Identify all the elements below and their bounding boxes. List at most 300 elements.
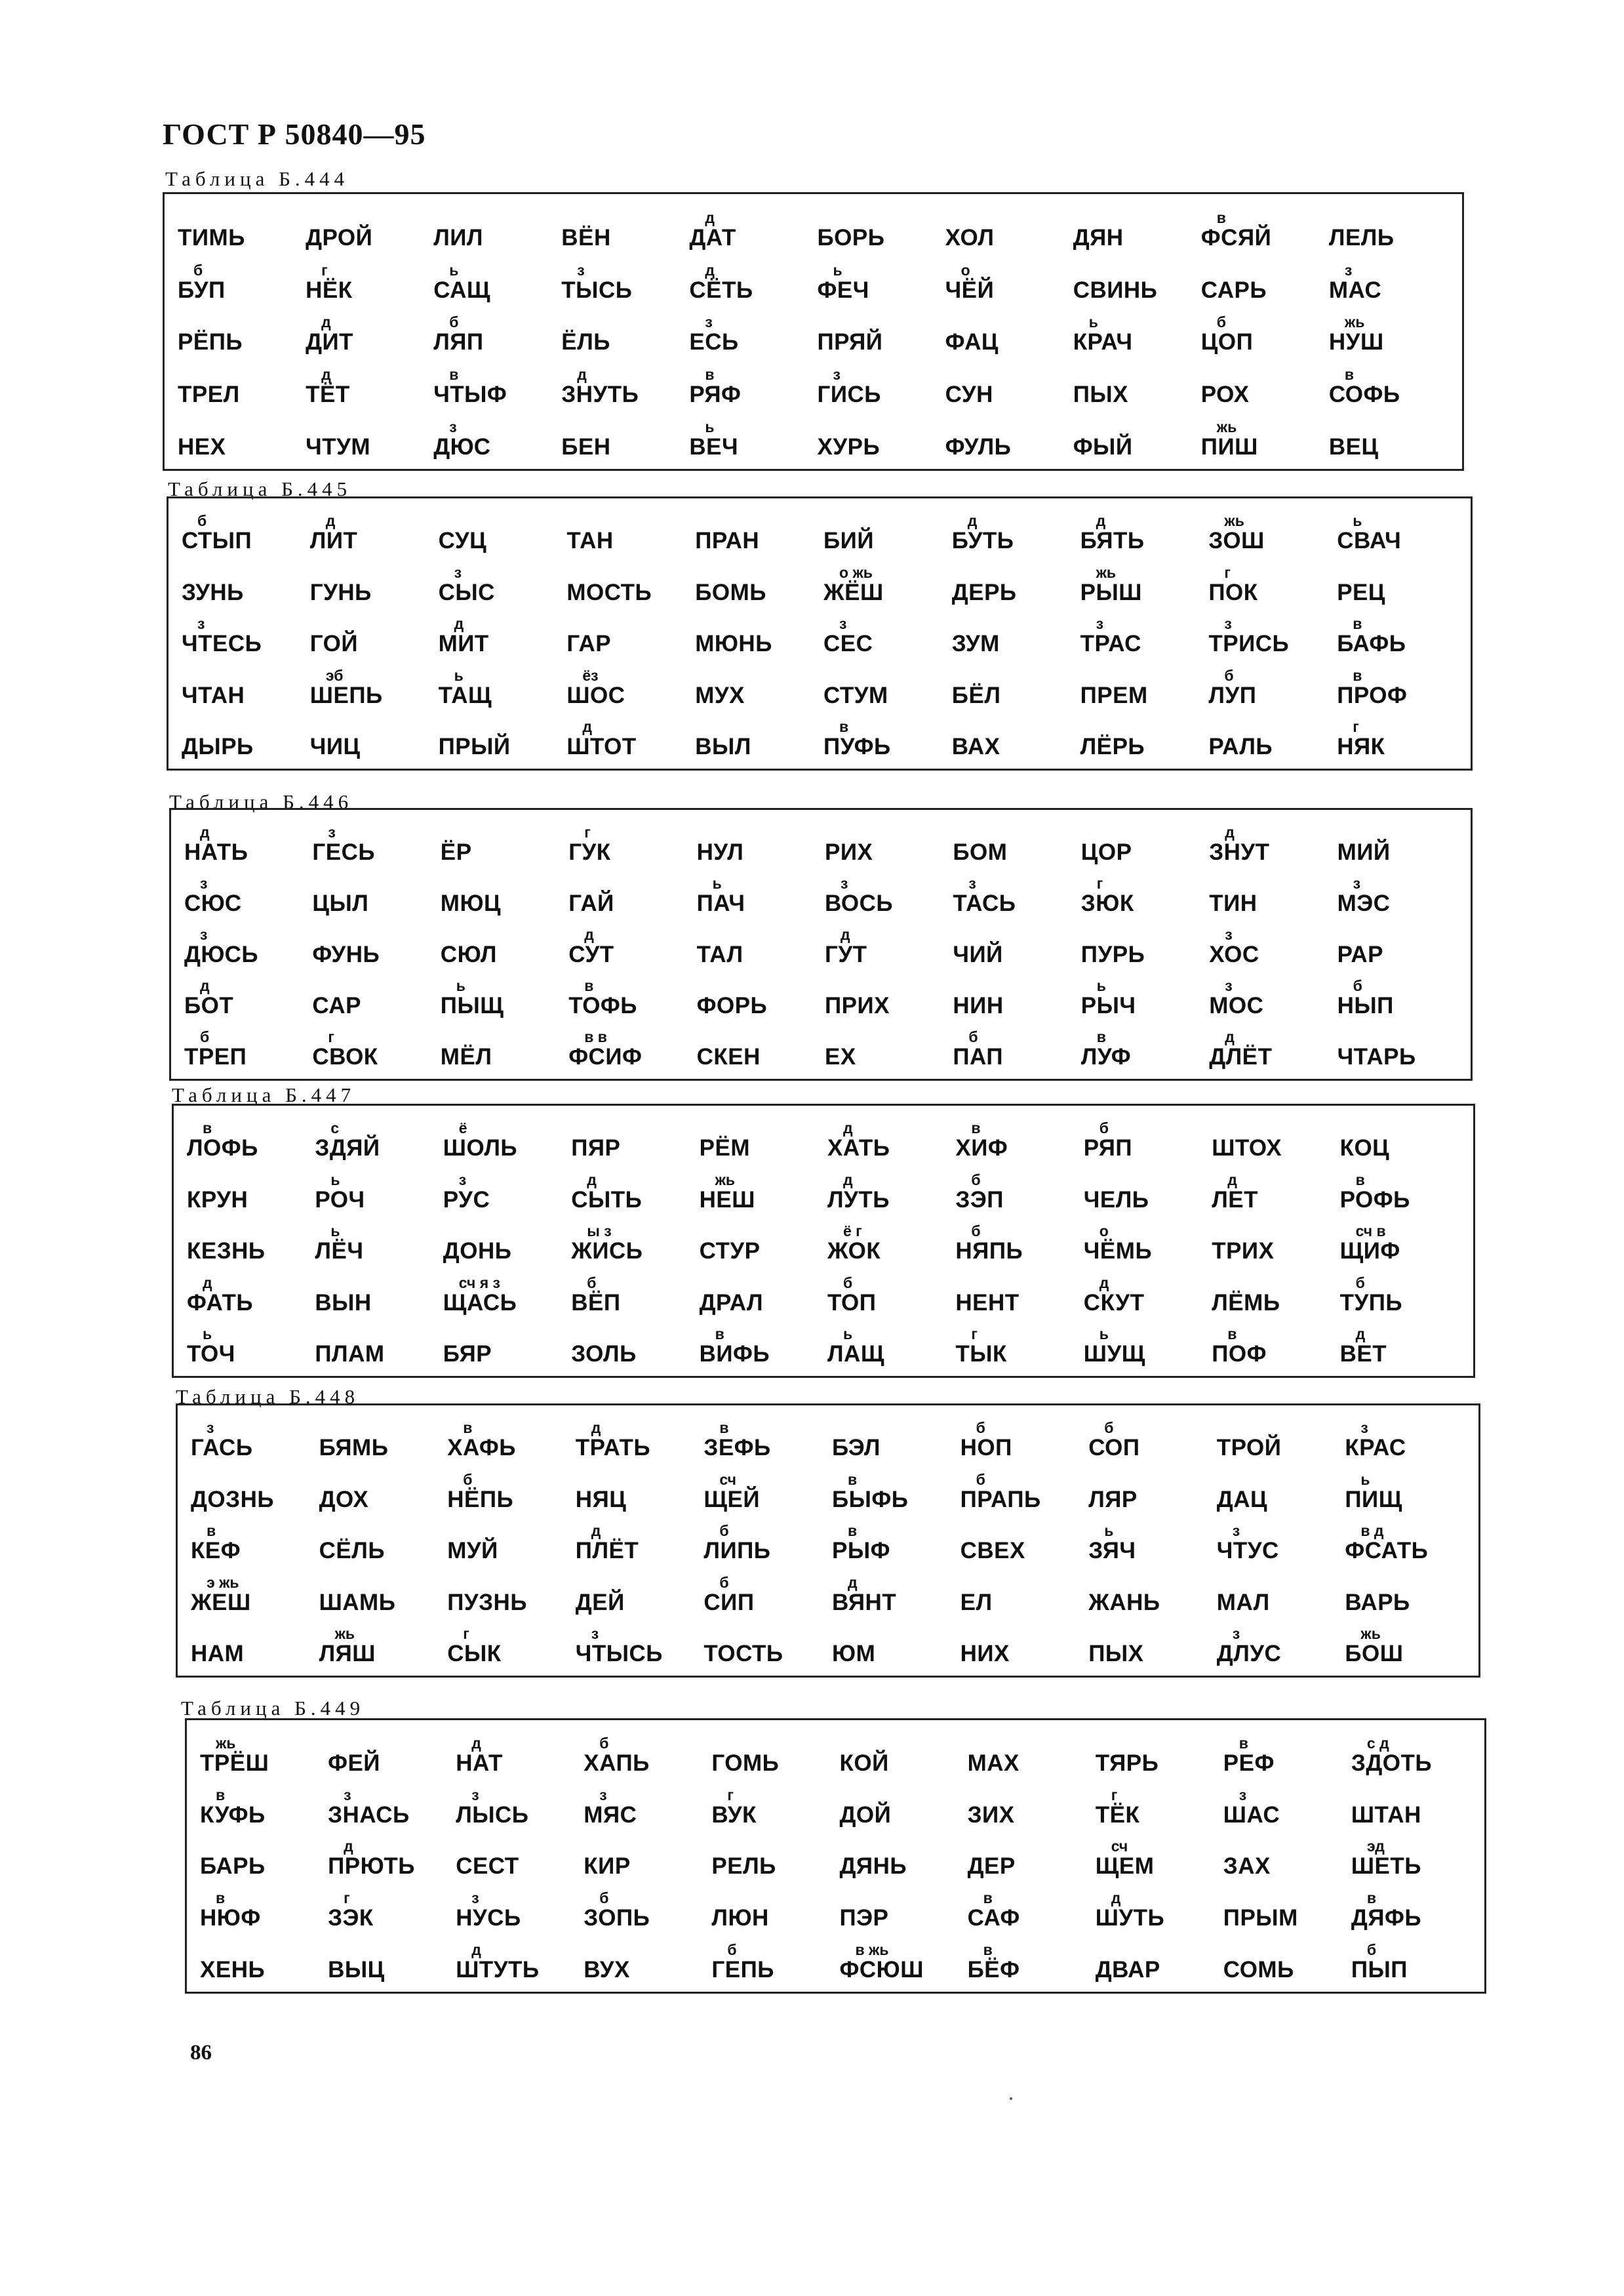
cell-mark <box>823 513 839 529</box>
table-cell <box>964 1829 1092 1881</box>
table-cell <box>557 356 685 409</box>
cell-mark: д <box>1227 1171 1237 1188</box>
cell-mark: в <box>207 1522 216 1540</box>
cell-word: ТЁТ <box>306 382 350 408</box>
table-cell <box>823 1214 951 1265</box>
cell-mark: б <box>842 1274 853 1291</box>
cell-mark: б <box>449 313 459 331</box>
cell-word: НУСЬ <box>456 1905 521 1931</box>
cell-mark: д <box>587 1171 597 1188</box>
table-cell <box>691 710 820 761</box>
cell-word: ФСАТЬ <box>1345 1538 1429 1564</box>
cell-mark: ь <box>1360 1470 1370 1488</box>
cell-mark <box>584 1942 599 1958</box>
cell-mark: жь <box>1344 313 1365 331</box>
cell-mark: ь <box>330 1222 340 1240</box>
cell-word: ТАСЬ <box>953 891 1016 916</box>
table-cell <box>572 1462 700 1513</box>
cell-word: ТРИХ <box>1212 1238 1275 1264</box>
table-cell <box>696 1265 823 1316</box>
cell-mark: в <box>584 977 594 994</box>
cell-mark: з <box>1225 926 1233 943</box>
table-cell <box>836 1829 964 1881</box>
table-cell <box>964 1932 1092 1984</box>
cell-word: ДОЙ <box>839 1802 892 1828</box>
table-cell <box>821 866 949 917</box>
table-cell <box>178 504 306 555</box>
table-cell <box>196 1725 324 1777</box>
cell-word: НУЛ <box>696 839 744 865</box>
cell-word: ФСЮШ <box>839 1957 924 1983</box>
cell-mark: з <box>328 824 336 841</box>
cell-word: ЛУП <box>1208 682 1257 708</box>
table-cell <box>1092 1932 1219 1984</box>
cell-mark <box>952 668 968 683</box>
table-cell <box>174 199 302 252</box>
cell-mark <box>1217 1575 1233 1590</box>
table-caption: Таблица Б.445 <box>168 477 352 500</box>
cell-mark <box>310 565 326 580</box>
cell-word: ЩИФ <box>1339 1238 1400 1264</box>
table-grid <box>178 504 1461 761</box>
cell-mark: жь <box>1096 563 1117 581</box>
cell-word: БАРЬ <box>200 1853 266 1880</box>
cell-word: САРЬ <box>1200 277 1267 303</box>
table-cell <box>957 1617 1085 1668</box>
table-cell <box>308 866 436 917</box>
cell-mark: д <box>582 718 592 735</box>
table-cell <box>685 304 813 357</box>
table-cell <box>324 1932 452 1984</box>
cell-word: ДЯНЬ <box>839 1853 907 1880</box>
cell-mark <box>191 1472 207 1487</box>
cell-word: РЕЛЬ <box>711 1853 776 1880</box>
cell-mark <box>1073 419 1089 435</box>
cell-mark <box>1351 1787 1367 1803</box>
cell-mark: эд <box>1366 1838 1385 1855</box>
cell-mark: б <box>1366 1941 1377 1958</box>
table-cell <box>1341 1462 1469 1513</box>
cell-word: ПЯР <box>571 1135 621 1161</box>
table-cell <box>696 1214 823 1265</box>
cell-mark <box>312 876 328 891</box>
cell-word: ШТАН <box>1351 1802 1421 1828</box>
table-cell <box>435 607 563 658</box>
cell-word: СКУТ <box>1083 1289 1145 1316</box>
table-cell <box>828 1617 957 1668</box>
cell-word: ЧЁМЬ <box>1083 1238 1153 1264</box>
table-cell <box>1197 409 1325 461</box>
cell-word: ЛЁРЬ <box>1080 734 1145 759</box>
cell-mark: б <box>1224 666 1234 684</box>
cell-mark: д <box>471 1941 481 1958</box>
cell-word: ПРЫМ <box>1223 1905 1298 1931</box>
table-cell <box>308 815 436 866</box>
cell-word: НЯЦ <box>575 1486 627 1512</box>
cell-word: ХАТЬ <box>827 1135 890 1161</box>
cell-word: СЁЛЬ <box>319 1538 385 1564</box>
cell-word: ДЮС <box>433 434 491 460</box>
table-cell <box>1080 1317 1208 1368</box>
cell-mark: б <box>968 1028 978 1045</box>
cell-mark: г <box>1096 875 1103 892</box>
cell-mark <box>200 1838 216 1854</box>
table-cell <box>948 658 1077 709</box>
cell-mark: з <box>1224 615 1232 633</box>
table-cell <box>452 1725 580 1777</box>
cell-word: ВАХ <box>951 734 1000 759</box>
cell-word: СВЕХ <box>960 1538 1025 1564</box>
table-cell <box>1069 409 1197 461</box>
cell-mark <box>953 824 968 840</box>
cell-mark: з <box>1238 1786 1247 1803</box>
cell-mark: ь <box>203 1325 212 1342</box>
cell-word: НЁК <box>306 277 353 303</box>
table-cell <box>1219 1880 1347 1932</box>
table-cell <box>563 555 691 606</box>
table-cell <box>452 1880 580 1932</box>
cell-word: САЩ <box>433 277 491 303</box>
cell-word: ЛИПЬ <box>703 1538 771 1564</box>
cell-mark: б <box>727 1941 737 1958</box>
table-cell <box>302 199 429 252</box>
cell-mark: в <box>848 1522 858 1540</box>
cell-mark: д <box>344 1838 353 1855</box>
cell-mark: ь <box>1353 512 1362 530</box>
cell-mark <box>1217 1420 1233 1436</box>
table-cell <box>949 815 1077 866</box>
cell-word: ДАЦ <box>1216 1486 1268 1512</box>
cell-mark <box>840 1735 856 1751</box>
cell-mark <box>315 1275 330 1291</box>
table-cell <box>564 815 692 866</box>
table-cell <box>1208 1111 1336 1162</box>
cell-word: БЯР <box>443 1341 492 1367</box>
table-cell <box>1336 1111 1464 1162</box>
table-cell <box>1084 1514 1213 1565</box>
cell-word: КЕЗНЬ <box>187 1238 266 1264</box>
table-cell <box>1197 199 1325 252</box>
table-cell <box>836 1880 964 1932</box>
cell-mark: в д <box>1360 1522 1384 1540</box>
table-cell <box>1084 1617 1213 1668</box>
table-cell <box>452 1777 580 1829</box>
cell-mark: д <box>842 1171 853 1188</box>
table-cell <box>178 658 306 709</box>
cell-mark <box>306 210 321 226</box>
table-cell <box>823 1162 951 1213</box>
cell-mark <box>441 824 456 840</box>
table-cell <box>1219 1829 1347 1881</box>
cell-mark <box>968 1838 983 1854</box>
cell-mark: сч я з <box>458 1274 500 1291</box>
cell-word: ЕЛ <box>960 1589 993 1615</box>
cell-word: МОСТЬ <box>566 579 652 605</box>
cell-mark: ь <box>1088 313 1098 331</box>
cell-mark: б <box>599 1734 609 1752</box>
cell-mark <box>319 1420 335 1436</box>
cell-word: ПОФ <box>1212 1341 1267 1367</box>
cell-word: РАР <box>1337 942 1383 967</box>
table-cell <box>1092 1777 1219 1829</box>
cell-word: ЗЕФЬ <box>703 1435 771 1461</box>
table-cell <box>196 1932 324 1984</box>
cell-mark: г <box>584 824 591 841</box>
cell-word: ГОЙ <box>309 631 359 657</box>
table-cell <box>580 1880 707 1932</box>
cell-mark: г <box>321 261 328 279</box>
table-cell <box>1213 1565 1341 1616</box>
cell-mark <box>945 419 961 435</box>
table-grid <box>187 1411 1469 1668</box>
cell-mark <box>1340 1120 1356 1136</box>
table-cell <box>563 658 691 709</box>
table-cell <box>572 1565 700 1616</box>
table-cell <box>957 1411 1085 1462</box>
table-cell <box>1334 969 1461 1020</box>
cell-mark <box>700 1223 715 1239</box>
cell-word: ЧЕЛЬ <box>1083 1186 1149 1213</box>
cell-word: МЮНЬ <box>695 631 772 657</box>
cell-mark: д <box>840 926 850 943</box>
cell-word: ПУФЬ <box>823 734 891 759</box>
cell-mark <box>945 367 961 382</box>
table-cell <box>567 1111 695 1162</box>
cell-word: БЯТЬ <box>1080 528 1145 554</box>
table-cell <box>1069 199 1197 252</box>
cell-mark <box>561 314 577 330</box>
table-cell <box>1333 504 1461 555</box>
cell-mark <box>961 1626 976 1641</box>
table-cell <box>1077 815 1205 866</box>
cell-word: ТРАТЬ <box>575 1435 651 1461</box>
table-cell <box>567 1162 695 1213</box>
cell-word: ВЯНТ <box>832 1589 897 1615</box>
cell-mark: б <box>1353 977 1362 994</box>
table-cell <box>1080 1214 1208 1265</box>
cell-mark: ё <box>458 1119 467 1137</box>
cell-mark: б <box>587 1274 597 1291</box>
table-cell <box>1084 1462 1213 1513</box>
cell-word: ГУК <box>568 839 611 865</box>
cell-mark: о <box>961 261 970 279</box>
cell-mark: ёз <box>582 666 599 684</box>
cell-mark <box>968 1735 983 1751</box>
cell-mark: б <box>193 261 203 279</box>
cell-word: ХУРЬ <box>817 434 881 460</box>
table-cell <box>949 1020 1077 1071</box>
table-cell <box>315 1514 444 1565</box>
cell-mark: з <box>207 1419 214 1437</box>
cell-word: ХОС <box>1209 942 1259 967</box>
cell-word: ХОЛ <box>945 224 995 251</box>
cell-word: ДЯФЬ <box>1351 1905 1422 1931</box>
table-cell <box>563 710 691 761</box>
cell-mark: в <box>216 1786 226 1803</box>
table-cell <box>1219 1777 1347 1829</box>
cell-mark: б <box>200 1028 210 1045</box>
cell-mark <box>1088 1472 1104 1487</box>
cell-mark: с <box>330 1119 340 1137</box>
cell-word: ПЫП <box>1351 1957 1408 1983</box>
cell-word: ДЕЙ <box>575 1589 625 1615</box>
cell-word: ДОНЬ <box>443 1238 512 1264</box>
table-caption: Таблица Б.448 <box>176 1385 360 1408</box>
cell-word: РОФЬ <box>1339 1186 1410 1213</box>
table-cell <box>178 607 306 658</box>
cell-word: СЫС <box>438 579 495 605</box>
table-cell <box>439 1265 567 1316</box>
table-cell <box>820 504 948 555</box>
table-cell <box>691 555 820 606</box>
table-cell <box>1219 1932 1347 1984</box>
cell-word: ТЫК <box>955 1341 1007 1367</box>
table-cell <box>1205 1020 1333 1071</box>
cell-word: ГИСЬ <box>817 382 881 408</box>
cell-mark: ь <box>833 261 842 279</box>
table-cell <box>580 1932 707 1984</box>
cell-mark <box>1096 1942 1111 1958</box>
cell-word: ФЫЙ <box>1073 434 1133 460</box>
cell-word: ЛЯР <box>1088 1486 1138 1512</box>
cell-mark <box>1337 565 1353 580</box>
cell-word: НЯПЬ <box>955 1238 1023 1264</box>
table-cell <box>180 1020 308 1071</box>
cell-word: ДОЗНЬ <box>191 1486 275 1512</box>
table-grid <box>183 1111 1464 1368</box>
cell-mark <box>1345 1575 1360 1590</box>
table-cell <box>951 1265 1079 1316</box>
table-cell <box>707 1880 835 1932</box>
cell-word: ТОЧ <box>187 1341 235 1367</box>
cell-mark: д <box>1225 1028 1235 1045</box>
cell-mark <box>182 565 197 580</box>
table-cell <box>557 409 685 461</box>
table-caption: Таблица Б.444 <box>165 167 349 190</box>
cell-word: ДЛУС <box>1216 1641 1282 1666</box>
table-cell <box>1084 1411 1213 1462</box>
table-cell <box>443 1617 572 1668</box>
cell-word: БЯМЬ <box>319 1435 389 1461</box>
table-cell <box>1213 1462 1341 1513</box>
cell-mark: д <box>203 1274 212 1291</box>
cell-word: МУХ <box>695 682 745 708</box>
table-cell <box>1333 710 1461 761</box>
table-b447 <box>172 1104 1475 1378</box>
cell-mark <box>818 419 833 435</box>
cell-mark: д <box>848 1573 858 1591</box>
table-cell <box>1077 607 1205 658</box>
cell-mark: в <box>971 1119 981 1137</box>
cell-mark: ь <box>330 1171 340 1188</box>
cell-mark <box>439 719 454 735</box>
document-header: ГОСТ Р 50840—95 <box>163 117 426 151</box>
cell-mark: в <box>463 1419 473 1437</box>
table-cell <box>814 199 941 252</box>
cell-word: НЮФ <box>200 1905 261 1931</box>
table-cell <box>1204 504 1333 555</box>
table-cell <box>302 409 429 461</box>
cell-mark: з <box>968 875 976 892</box>
cell-word: ЗЮК <box>1080 891 1134 916</box>
cell-mark <box>952 565 968 580</box>
cell-mark <box>441 1029 456 1045</box>
table-cell <box>1204 607 1333 658</box>
table-cell <box>302 304 429 357</box>
cell-word: ЗУМ <box>951 631 1000 657</box>
cell-word: ПРЯЙ <box>817 329 883 355</box>
cell-mark <box>695 565 711 580</box>
cell-mark <box>952 719 968 735</box>
table-cell <box>1341 1617 1469 1668</box>
cell-mark: жь <box>1360 1625 1381 1642</box>
table-cell <box>814 409 941 461</box>
table-cell <box>187 1565 315 1616</box>
cell-word: ВЕЧ <box>689 434 739 460</box>
cell-mark: ь <box>842 1325 853 1342</box>
table-cell <box>557 252 685 304</box>
cell-mark <box>319 1575 335 1590</box>
table-cell <box>563 607 691 658</box>
cell-word: ТУПЬ <box>1339 1289 1403 1316</box>
cell-word: ЖЁШ <box>823 579 884 605</box>
cell-mark: б <box>976 1470 985 1488</box>
cell-word: БУП <box>178 277 226 303</box>
table-cell <box>951 1214 1079 1265</box>
cell-mark <box>711 1735 727 1751</box>
cell-mark: з <box>839 615 847 633</box>
cell-mark <box>439 513 454 529</box>
cell-mark: ё г <box>842 1222 862 1240</box>
cell-word: ЛЁЧ <box>315 1238 364 1264</box>
table-cell <box>948 504 1077 555</box>
cell-mark <box>1223 1942 1239 1958</box>
table-cell <box>1325 252 1453 304</box>
cell-mark: в <box>216 1889 226 1907</box>
table-cell <box>828 1514 957 1565</box>
table-cell <box>315 1462 444 1513</box>
cell-word: ТАЩ <box>438 682 492 708</box>
cell-word: БЁФ <box>967 1957 1020 1983</box>
cell-word: ПАЧ <box>696 891 745 916</box>
cell-mark: д <box>967 512 978 530</box>
cell-word: РЯФ <box>689 382 742 408</box>
cell-word: НЫП <box>1337 993 1394 1018</box>
table-cell <box>174 356 302 409</box>
table-cell <box>951 1317 1079 1368</box>
cell-word: КОЦ <box>1339 1135 1390 1161</box>
cell-mark: з <box>344 1786 351 1803</box>
cell-mark: з <box>1360 1419 1368 1437</box>
cell-word: ГОМЬ <box>711 1750 780 1776</box>
cell-word: ФСИФ <box>568 1044 643 1070</box>
table-cell <box>1077 710 1205 761</box>
cell-word: ФУЛЬ <box>945 434 1012 460</box>
table-cell <box>452 1932 580 1984</box>
cell-word: ПРЮТЬ <box>328 1853 415 1880</box>
cell-word: ВЁН <box>561 224 611 251</box>
cell-mark <box>1088 1626 1104 1641</box>
cell-mark <box>700 1275 715 1291</box>
table-cell <box>836 1777 964 1829</box>
table-cell <box>187 1617 315 1668</box>
table-cell <box>949 917 1077 969</box>
cell-word: ЁР <box>440 839 472 865</box>
cell-mark <box>178 419 193 435</box>
cell-mark: г <box>1111 1786 1118 1803</box>
cell-word: КРАС <box>1345 1435 1406 1461</box>
cell-word: СЕС <box>823 631 873 657</box>
